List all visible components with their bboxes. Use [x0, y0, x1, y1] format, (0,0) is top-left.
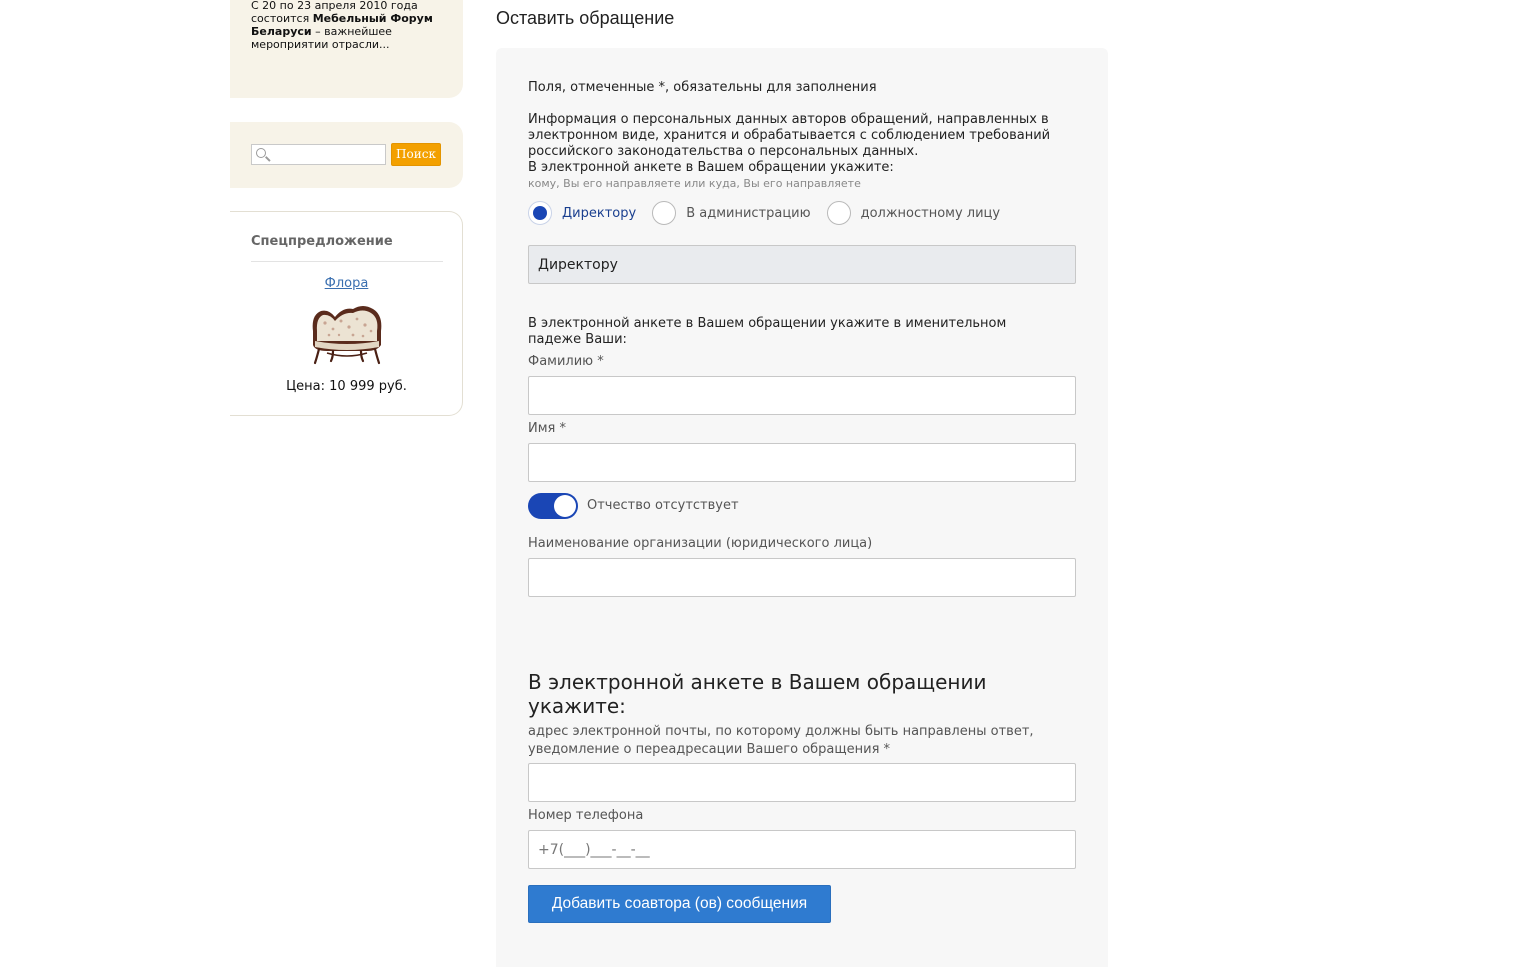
email-field[interactable] — [528, 763, 1076, 802]
organization-label: Наименование организации (юридического лица) — [528, 536, 873, 551]
news-text-rest: – важнейшее мероприятии отрасли... — [251, 25, 392, 51]
radio-button-director[interactable] — [528, 201, 552, 225]
radio-label-official[interactable]: должностному лицу — [860, 205, 1001, 221]
email-input[interactable] — [529, 764, 1075, 801]
search-widget — [230, 122, 463, 188]
recipient-prompt: В электронной анкете в Вашем обращении укажите: — [528, 160, 894, 175]
news-text-highlight: Мебельный Форум Беларуси — [251, 12, 433, 38]
organization-field[interactable] — [528, 558, 1076, 597]
appeal-form — [496, 48, 1108, 967]
phone-label: Номер телефона — [528, 808, 644, 823]
radio-option-administration[interactable] — [652, 201, 810, 225]
search-button[interactable]: Поиск — [391, 143, 441, 166]
news-text-intro: С 20 по 23 апреля 2010 года состоится — [251, 0, 418, 25]
search-field[interactable] — [251, 144, 386, 165]
email-label: адрес электронной почты, по которому должны быть направлены ответ, уведомление о переадресации Вашего обращения * — [528, 724, 1034, 757]
toggle-knob — [554, 495, 576, 517]
recipient-hint: кому, Вы его направляете или куда, Вы его направляете — [528, 177, 861, 190]
lastname-input[interactable] — [529, 377, 1075, 414]
divider — [251, 261, 443, 262]
lastname-label: Фамилию * — [528, 354, 604, 369]
news-text — [251, 0, 449, 51]
recipient-field[interactable] — [528, 245, 1076, 284]
page-title: Оставить обращение — [496, 8, 675, 28]
product-link[interactable]: Флора — [324, 276, 369, 291]
product-price: Цена: 10 999 руб. — [286, 379, 407, 394]
firstname-label: Имя * — [528, 421, 566, 436]
special-offer-box — [230, 211, 463, 416]
add-coauthor-button[interactable]: Добавить соавтора (ов) сообщения — [528, 885, 831, 923]
radio-button-administration[interactable] — [652, 201, 676, 225]
privacy-info: Информация о персональных данных авторов обращений, направленных в электронном виде, хранится и обрабатывается с соблюдением требований российского законодательства о персональных данных. — [528, 112, 1051, 159]
organization-input[interactable] — [529, 559, 1075, 596]
radio-option-official[interactable] — [827, 201, 1001, 225]
firstname-field[interactable] — [528, 443, 1076, 482]
phone-input[interactable] — [529, 831, 1075, 868]
required-note: Поля, отмеченные *, обязательны для заполнения — [528, 80, 877, 95]
firstname-input[interactable] — [529, 444, 1075, 481]
special-offer-title: Спецпредложение — [251, 234, 393, 249]
radio-label-administration[interactable]: В администрацию — [686, 205, 811, 221]
sofa-image[interactable] — [307, 301, 387, 367]
recipient-radio-group — [528, 201, 1016, 225]
phone-field[interactable] — [528, 830, 1076, 869]
lastname-field[interactable] — [528, 376, 1076, 415]
no-patronymic-toggle[interactable] — [528, 493, 578, 519]
contact-section-heading: В электронной анкете в Вашем обращении укажите: — [528, 670, 987, 718]
news-teaser — [230, 0, 463, 98]
search-input[interactable] — [270, 146, 382, 163]
search-icon — [256, 148, 266, 158]
name-prompt: В электронной анкете в Вашем обращении укажите в именительном падеже Ваши: — [528, 316, 1007, 347]
radio-option-director[interactable] — [528, 201, 636, 225]
recipient-input[interactable] — [529, 246, 1075, 283]
radio-button-official[interactable] — [827, 201, 851, 225]
radio-label-director[interactable]: Директору — [562, 205, 637, 221]
no-patronymic-label[interactable]: Отчество отсутствует — [587, 498, 739, 513]
